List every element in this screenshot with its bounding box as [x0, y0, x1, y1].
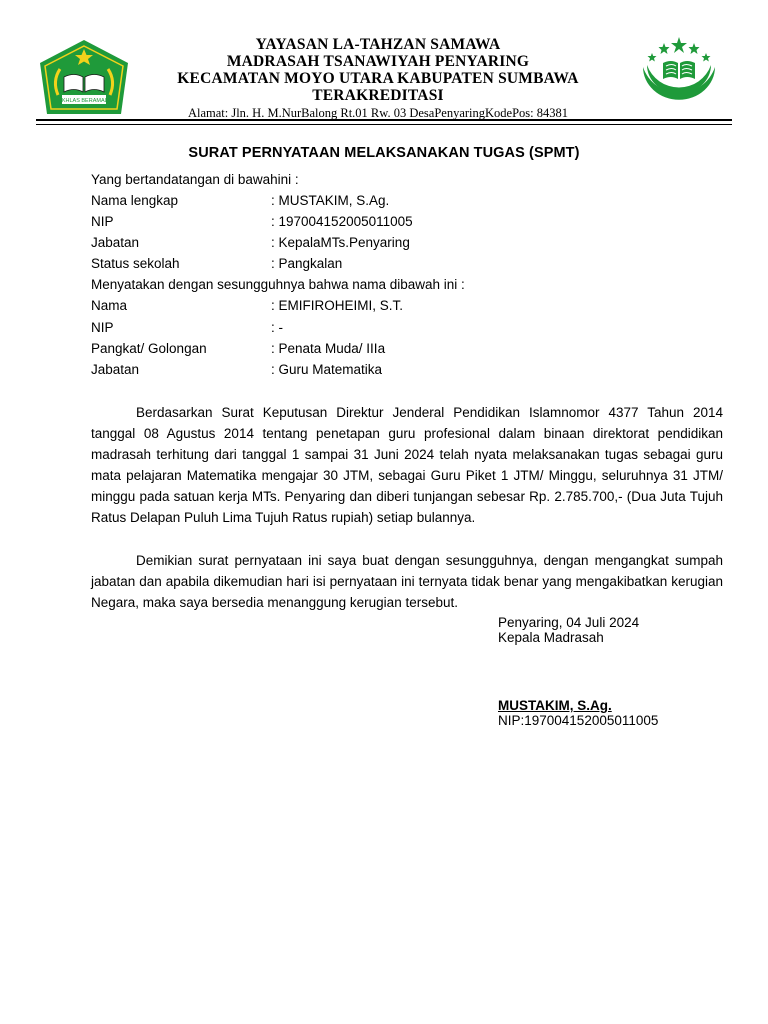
field-value: : 197004152005011005 [271, 214, 413, 229]
field-label: Jabatan [91, 362, 140, 377]
field-label: Status sekolah [91, 256, 180, 271]
signature-nip: NIP:197004152005011005 [498, 713, 659, 728]
field-label: Jabatan [91, 235, 140, 250]
field-value: : - [271, 320, 283, 335]
school-district: KECAMATAN MOYO UTARA KABUPATEN SUMBAWA [177, 70, 579, 87]
letterhead-text [140, 36, 616, 121]
foundation-name: YAYASAN LA-TAHZAN SAMAWA [255, 36, 501, 53]
left-logo-caption: IKHLAS BERAMAL [60, 98, 108, 104]
school-address: Alamat: Jln. H. M.NurBalong Rt.01 Rw. 03 DesaPenyaringKodePos: 84381 [187, 106, 569, 120]
field-value: : KepalaMTs.Penyaring [271, 235, 410, 250]
field-label: NIP [91, 320, 114, 335]
field-label: Pangkat/ Golongan [91, 341, 207, 356]
body-paragraph: Berdasarkan Surat Keputusan Direktur Jenderal Pendidikan Islamnomor 4377 Tahun 2014 tanggal 08 Agustus 2014 tentang penetapan guru profesional dalam binaan direktorat pendidikan madrasah terhitung dari tanggal 1 sampai 31 Juni 2024 telah nyata melaksanakan tugas sebagai guru mata pelajaran Matematika mengajar 30 JTM, sebagai Guru Piket 1 JTM/ Minggu, seluruhnya 31 JTM/ minggu pada satuan kerja MTs. Penyaring dan diberi tunjangan sebesar Rp. 2.785.700,- (Dua Juta Tujuh Ratus Delapan Puluh Lima Tujuh Ratus rupiah) setiap bulannya. [91, 405, 723, 525]
field-label: Nama [91, 298, 128, 313]
field-label: Nama lengkap [91, 193, 179, 208]
field-value: : Penata Muda/ IIIa [271, 341, 386, 356]
kemenag-logo [36, 37, 132, 117]
signature-role: Kepala Madrasah [498, 630, 604, 645]
letterhead [0, 0, 768, 122]
signature-place-date: Penyaring, 04 Juli 2024 [498, 615, 640, 630]
madrasah-crescent-logo [629, 31, 729, 115]
field-value: : MUSTAKIM, S.Ag. [271, 193, 390, 208]
accreditation-status: TERAKREDITASI [312, 87, 444, 104]
body-paragraph: Demikian surat pernyataan ini saya buat dengan sesungguhnya, dengan mengangkat sumpah jabatan dan apabila dikemudian hari isi pernyataan ini ternyata tidak benar yang mengakibatkan kerugian Negara, maka saya bersedia menanggung kerugian tersebut. [91, 553, 723, 610]
field-value: : Guru Matematika [271, 362, 383, 377]
school-name: MADRASAH TSANAWIYAH PENYARING [226, 53, 530, 70]
letter-title: SURAT PERNYATAAN MELAKSANAKAN TUGAS (SPMT) [188, 145, 580, 161]
field-value: : Pangkalan [271, 256, 343, 271]
letterhead-rule-thick [36, 119, 732, 121]
field-value: : EMIFIROHEIMI, S.T. [271, 298, 404, 313]
declaration-text: Menyatakan dengan sesungguhnya bahwa nama dibawah ini : [91, 277, 465, 292]
field-label: NIP [91, 214, 114, 229]
signature-name: MUSTAKIM, S.Ag. [498, 698, 612, 713]
intro-text: Yang bertandatangan di bawahini : [91, 172, 299, 187]
letterhead-rule-thin [36, 124, 732, 125]
